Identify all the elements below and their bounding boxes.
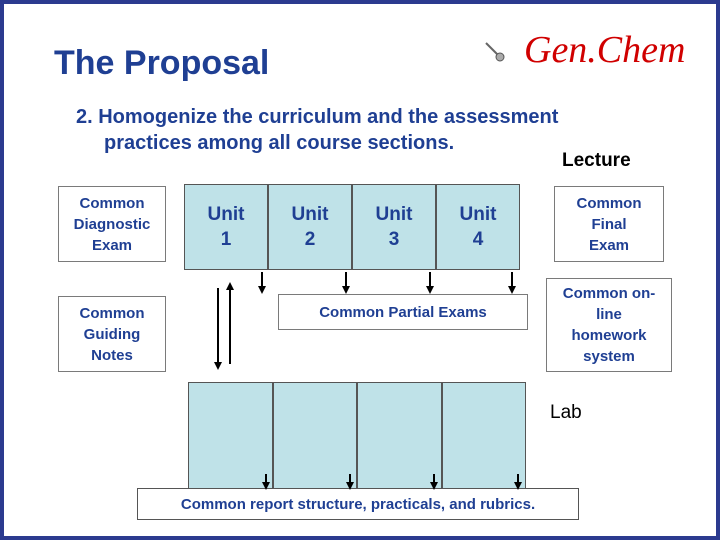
- box-line: Diagnostic: [73, 215, 151, 233]
- box-line: Common on-: [562, 285, 656, 302]
- unit-label: Unit: [207, 204, 245, 225]
- proposal-point-line2: practices among all course sections.: [104, 132, 455, 154]
- box-line: system: [583, 348, 635, 365]
- page-title: The Proposal: [54, 44, 270, 82]
- box-line: Common: [576, 194, 642, 212]
- lab-label: Lab: [550, 402, 582, 423]
- box-line: Guiding: [83, 325, 141, 343]
- box-line: Final: [591, 215, 627, 233]
- unit-number: 4: [472, 229, 484, 250]
- box-line: homework: [571, 327, 647, 344]
- box-line: Exam: [588, 236, 630, 254]
- lecture-label: Lecture: [562, 150, 631, 171]
- common-report-box: Common report structure, practicals, and rubrics.: [137, 488, 579, 520]
- unit-label: Unit: [291, 204, 329, 225]
- box-line: Notes: [91, 346, 133, 364]
- box-line: Exam: [91, 236, 133, 254]
- box-line: line: [596, 306, 622, 323]
- slide: [4, 4, 716, 536]
- box-line: Common: [79, 304, 145, 322]
- unit-number: 3: [388, 229, 400, 250]
- proposal-point-line1: 2. Homogenize the curriculum and the assessment: [76, 106, 559, 128]
- common-partial-exams-box: Common Partial Exams: [278, 294, 528, 330]
- unit-number: 2: [304, 229, 316, 250]
- connector-arrows: [4, 4, 716, 536]
- box-line: Common: [79, 194, 145, 212]
- unit-number: 1: [220, 229, 232, 250]
- unit-label: Unit: [375, 204, 413, 225]
- brand-logo: Gen.Chem: [524, 29, 686, 71]
- unit-label: Unit: [459, 204, 497, 225]
